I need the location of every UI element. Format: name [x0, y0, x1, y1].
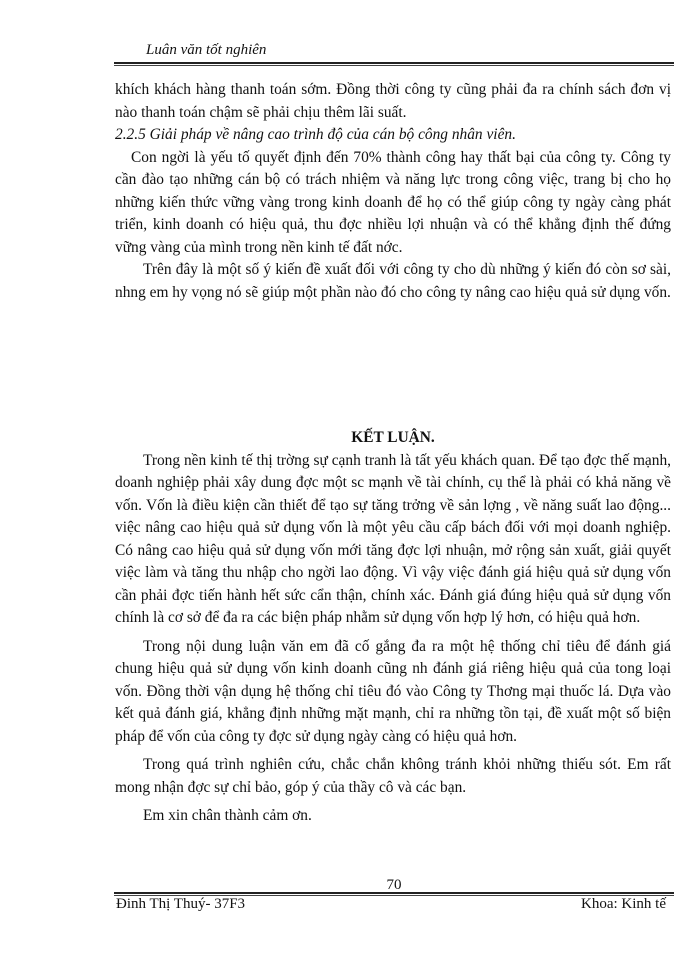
- conclusion-paragraph-1: Trong nền kinh tế thị trờng sự cạnh tranh là tất yếu khách quan. Để tạo đợc thế mạnh, doanh nghiệp phải xây dung đợc một sc mạnh về tài chính, cụ thể là phải có khả năng về vốn. Vốn là điều kiện cần thiết để tạo sự tăng trởng về sản lợng , về năng suất lao động... việc nâng cao hiệu quả sử dụng vốn là một yêu cầu cấp bách đối với mọi doanh nghiệp. Có nâng cao hiệu quả sử dụng vốn mới tăng đợc lợi nhuận, mở rộng sản xuất, giải quyết việc làm và tăng thu nhập cho ngời lao động. Vì vậy việc đánh giá hiệu quả sử dụng vốn cần phải đợc tiến hành hết sức cẩn thận, chính xác. Đánh giá đúng hiệu quả sử dụng vốn chính là cơ sở để đa ra các biện pháp nhằm sử dụng vốn hợp lý hơn, có hiệu quả hơn.: [115, 451, 671, 626]
- conclusion-paragraph-3: Trong quá trình nghiên cứu, chắc chắn không tránh khỏi những thiếu sót. Em rất mong nhận đợc sự chỉ bảo, góp ý của thầy cô và các bạn.: [115, 756, 671, 796]
- header-rule: [114, 62, 674, 66]
- conclusion-paragraph-2: Trong nội dung luận văn em đã cố gắng đa ra một hệ thống chỉ tiêu để đánh giá chung hiệu quả sử dụng vốn kinh doanh cũng nh đánh giá riêng hiệu quả của tong loại vốn. Đồng thời vận dụng hệ thống chỉ tiêu đó vào Công ty Thơng mại thuốc lá. Dựa vào kết quả đánh giá, khẳng định những mặt mạnh, chỉ ra những tồn tại, đề xuất một số biện pháp để vốn của công ty đợc sử dụng ngày càng có hiệu quả hơn.: [115, 637, 671, 745]
- paragraph-summary: Trên đây là một số ý kiến đề xuất đối với công ty cho dù những ý kiến đó còn sơ sài, nhng em hy vọng nó sẽ giúp một phần nào đó cho công ty nâng cao hiệu quả sử dụng vốn.: [115, 261, 671, 301]
- page-number: 70: [386, 877, 402, 893]
- page-footer: [114, 878, 674, 918]
- conclusion-paragraph-4: Em xin chân thành cảm ơn.: [143, 807, 312, 824]
- conclusion-section: [115, 427, 671, 828]
- top-section: [115, 79, 671, 304]
- paragraph-human-resources: Con ngời là yếu tố quyết định đến 70% thành công hay thất bại của công ty. Công ty cần đào tạo những cán bộ có trách nhiệm và năng lực trong công việc, trang bị cho họ những kiến thức vững vàng trong kinh doanh để họ có thể giúp công ty ngày càng phát triển, kinh doanh có hiệu quả, thu đợc nhiều lợi nhuận và có thể khẳng định thế đứng vững vàng của mình trong nền kinh tế đất nớc.: [115, 148, 671, 256]
- continuation-paragraph: khích khách hàng thanh toán sớm. Đồng thời công ty cũng phải đa ra chính sách đơn vị nào thanh toán chậm sẽ phải chịu thêm lãi suất.: [115, 81, 671, 121]
- section-subheading: 2.2.5 Giải pháp về nâng cao trình độ của cán bộ công nhân viên.: [115, 126, 516, 143]
- header-title: Luân văn tốt nghiên: [146, 42, 267, 58]
- conclusion-heading: KẾT LUẬN.: [351, 429, 435, 446]
- footer-author: Đinh Thị Thuý- 37F3: [116, 896, 246, 912]
- footer-faculty: Khoa: Kinh tế: [581, 896, 666, 912]
